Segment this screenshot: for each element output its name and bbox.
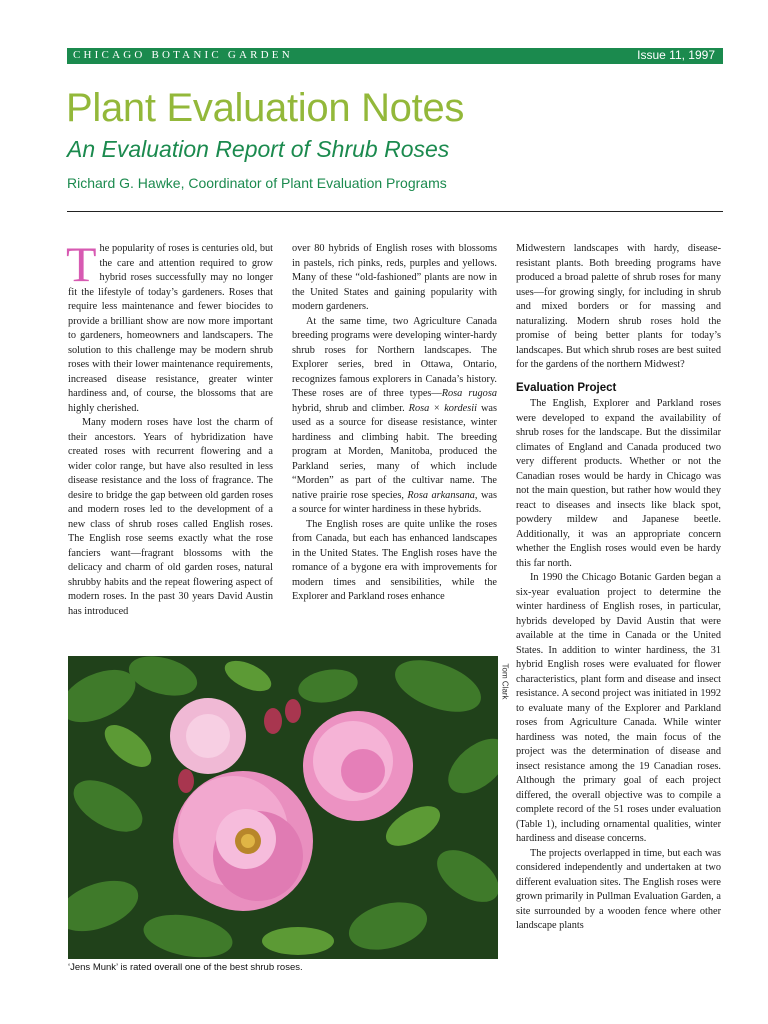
photo-credit-text: Tom Clark xyxy=(500,663,510,700)
paragraph-text: , was a source for winter hardiness in these hybrids. xyxy=(292,489,497,515)
photo-caption: ‘Jens Munk’ is rated overall one of the best shrub roses. xyxy=(68,962,303,973)
rose-bloom-left xyxy=(170,698,246,774)
article-paragraph xyxy=(66,236,273,416)
article-paragraph: over 80 hybrids of English roses with blossoms in pastels, rich pinks, reds, purples and yellows. Many of these “old-fashioned” plants are now in the United States and gaining popularity with modern gardeners. xyxy=(292,243,497,312)
rose-photo-illustration xyxy=(68,656,498,959)
article-column-3 xyxy=(516,242,721,977)
species-name: Rosa rugosa xyxy=(441,388,497,399)
paragraph-text: At the same time, two Agriculture Canada breeding programs were developing winter-hardy shrub roses for Northern landscapes. The Explorer series, bred in Ottawa, Ontario, recognizes famous explorers in Canada’s history. These roses are of three types— xyxy=(292,315,497,399)
header-banner xyxy=(67,48,723,64)
page-subtitle: An Evaluation Report of Shrub Roses xyxy=(67,136,450,162)
issue-label: Issue 11, 1997 xyxy=(637,48,715,62)
page-title: Plant Evaluation Notes xyxy=(66,86,465,130)
article-paragraph: The English, Explorer and Parkland roses were developed to expand the availability of shrub roses for the landscape. But the dissimilar climates of England and Canada produced two very different products. Whether or not the Canadian roses would be hardy in Chicago was not the main question, but rather how would they react to diseases and insects like black spot, powdery mildew and Japanese beetle. Additionally, it was an appropriate concern whether the English roses would even be hardy this far north. xyxy=(516,398,721,569)
article-column-2 xyxy=(292,242,497,632)
species-name: Rosa × kordesii xyxy=(408,402,477,414)
drop-cap: T xyxy=(66,236,97,292)
photo-credit xyxy=(498,664,510,744)
article-paragraph: The projects overlapped in time, but each was considered independently and undertaken at two different evaluation sites. The English roses were grown primarily in Pullman Evaluation Garden, a site surrounded by a wooden fence where other landscape plants xyxy=(516,847,721,931)
organization-name: CHICAGO BOTANIC GARDEN xyxy=(73,49,293,61)
paragraph-text: he popularity of roses is centuries old, but the care and attention required to grow hybrid roses successfully may no longer fit the lifestyle of today’s gardeners. Roses that require less maintenance and fewer biocides to provide a brilliant show are now more important to gardeners, homeowners and landscapers. The solution to this challenge may be modern shrub roses with their lower maintenance requirements, increased disease resistance, greater winter hardiness and, of course, the blossoms that are highly cherished. xyxy=(68,243,273,414)
article-paragraph: In 1990 the Chicago Botanic Garden began a six-year evaluation project to determine the winter hardiness of English roses, in particular, hybrids developed by David Austin that were available at the time in Canada or the United States. In addition to winter hardiness, the 31 hybrid English roses were evaluated for flower characteristics, plant form and disease and insect resistance. A second project was initiated in 1992 to evaluate many of the Explorer and Parkland roses from Agriculture Canada. While winter hardiness was noted, the main focus of the project was the determination of disease and insect resistance among the 19 Canadian roses. Although the primary goal of each project differed, the overall objective was to compile a complete record of the 51 roses under evaluation (Table 1), including ornamental qualities, winter hardiness and disease concerns. xyxy=(516,572,721,844)
article-paragraph xyxy=(292,315,497,518)
rose-bloom-right xyxy=(303,711,413,821)
article-column-1 xyxy=(66,236,273,632)
rose-bloom-large xyxy=(173,771,313,911)
section-heading: Evaluation Project xyxy=(516,381,617,394)
author-byline: Richard G. Hawke, Coordinator of Plant Evaluation Programs xyxy=(67,175,447,191)
header-divider xyxy=(67,211,723,212)
article-paragraph: The English roses are quite unlike the roses from Canada, but each has enhanced landscapes in the United States. The English roses have the romance of a bygone era with improvements for modern times and sensibilities, while the Explorer and Parkland roses enhance xyxy=(292,518,497,602)
species-name: Rosa arkansana xyxy=(407,489,475,501)
article-paragraph: Many modern roses have lost the charm of their ancestors. Years of hybridization have created roses with recurrent flowering and a wider color range, but have also resulted in less disease resistance and the loss of fragrance. The desire to bridge the gap between old garden roses and modern roses led to the development of a new class of shrub roses called English roses. The English rose seems exactly what the rose fanciers want—fragrant blossoms with the delicacy and charm of old garden roses, natural shrubby habits and the repeat flowering aspect of modern roses. In the past 30 years David Austin has introduced xyxy=(68,417,273,617)
rose-photo xyxy=(68,656,498,959)
paragraph-text: was used as a source for disease resistance, winter hardiness and climbing habit. The breeding program at Morden, Manitoba, produced the Parkland series, many of which include “Morden” as part of the cultivar name. The native prairie rose species, xyxy=(292,402,497,501)
article-paragraph: Midwestern landscapes with hardy, disease-resistant plants. Both breeding programs have produced a broad palette of shrub roses for many uses—for growing singly, for including in shrub and mixed borders or for massing and naturalizing. Modern shrub roses hold the promise of being better plants for today’s landscapes. But which shrub roses are best suited for the gardens of the northern Midwest? xyxy=(516,243,721,370)
paragraph-text: hybrid, shrub and climber. xyxy=(292,402,409,414)
